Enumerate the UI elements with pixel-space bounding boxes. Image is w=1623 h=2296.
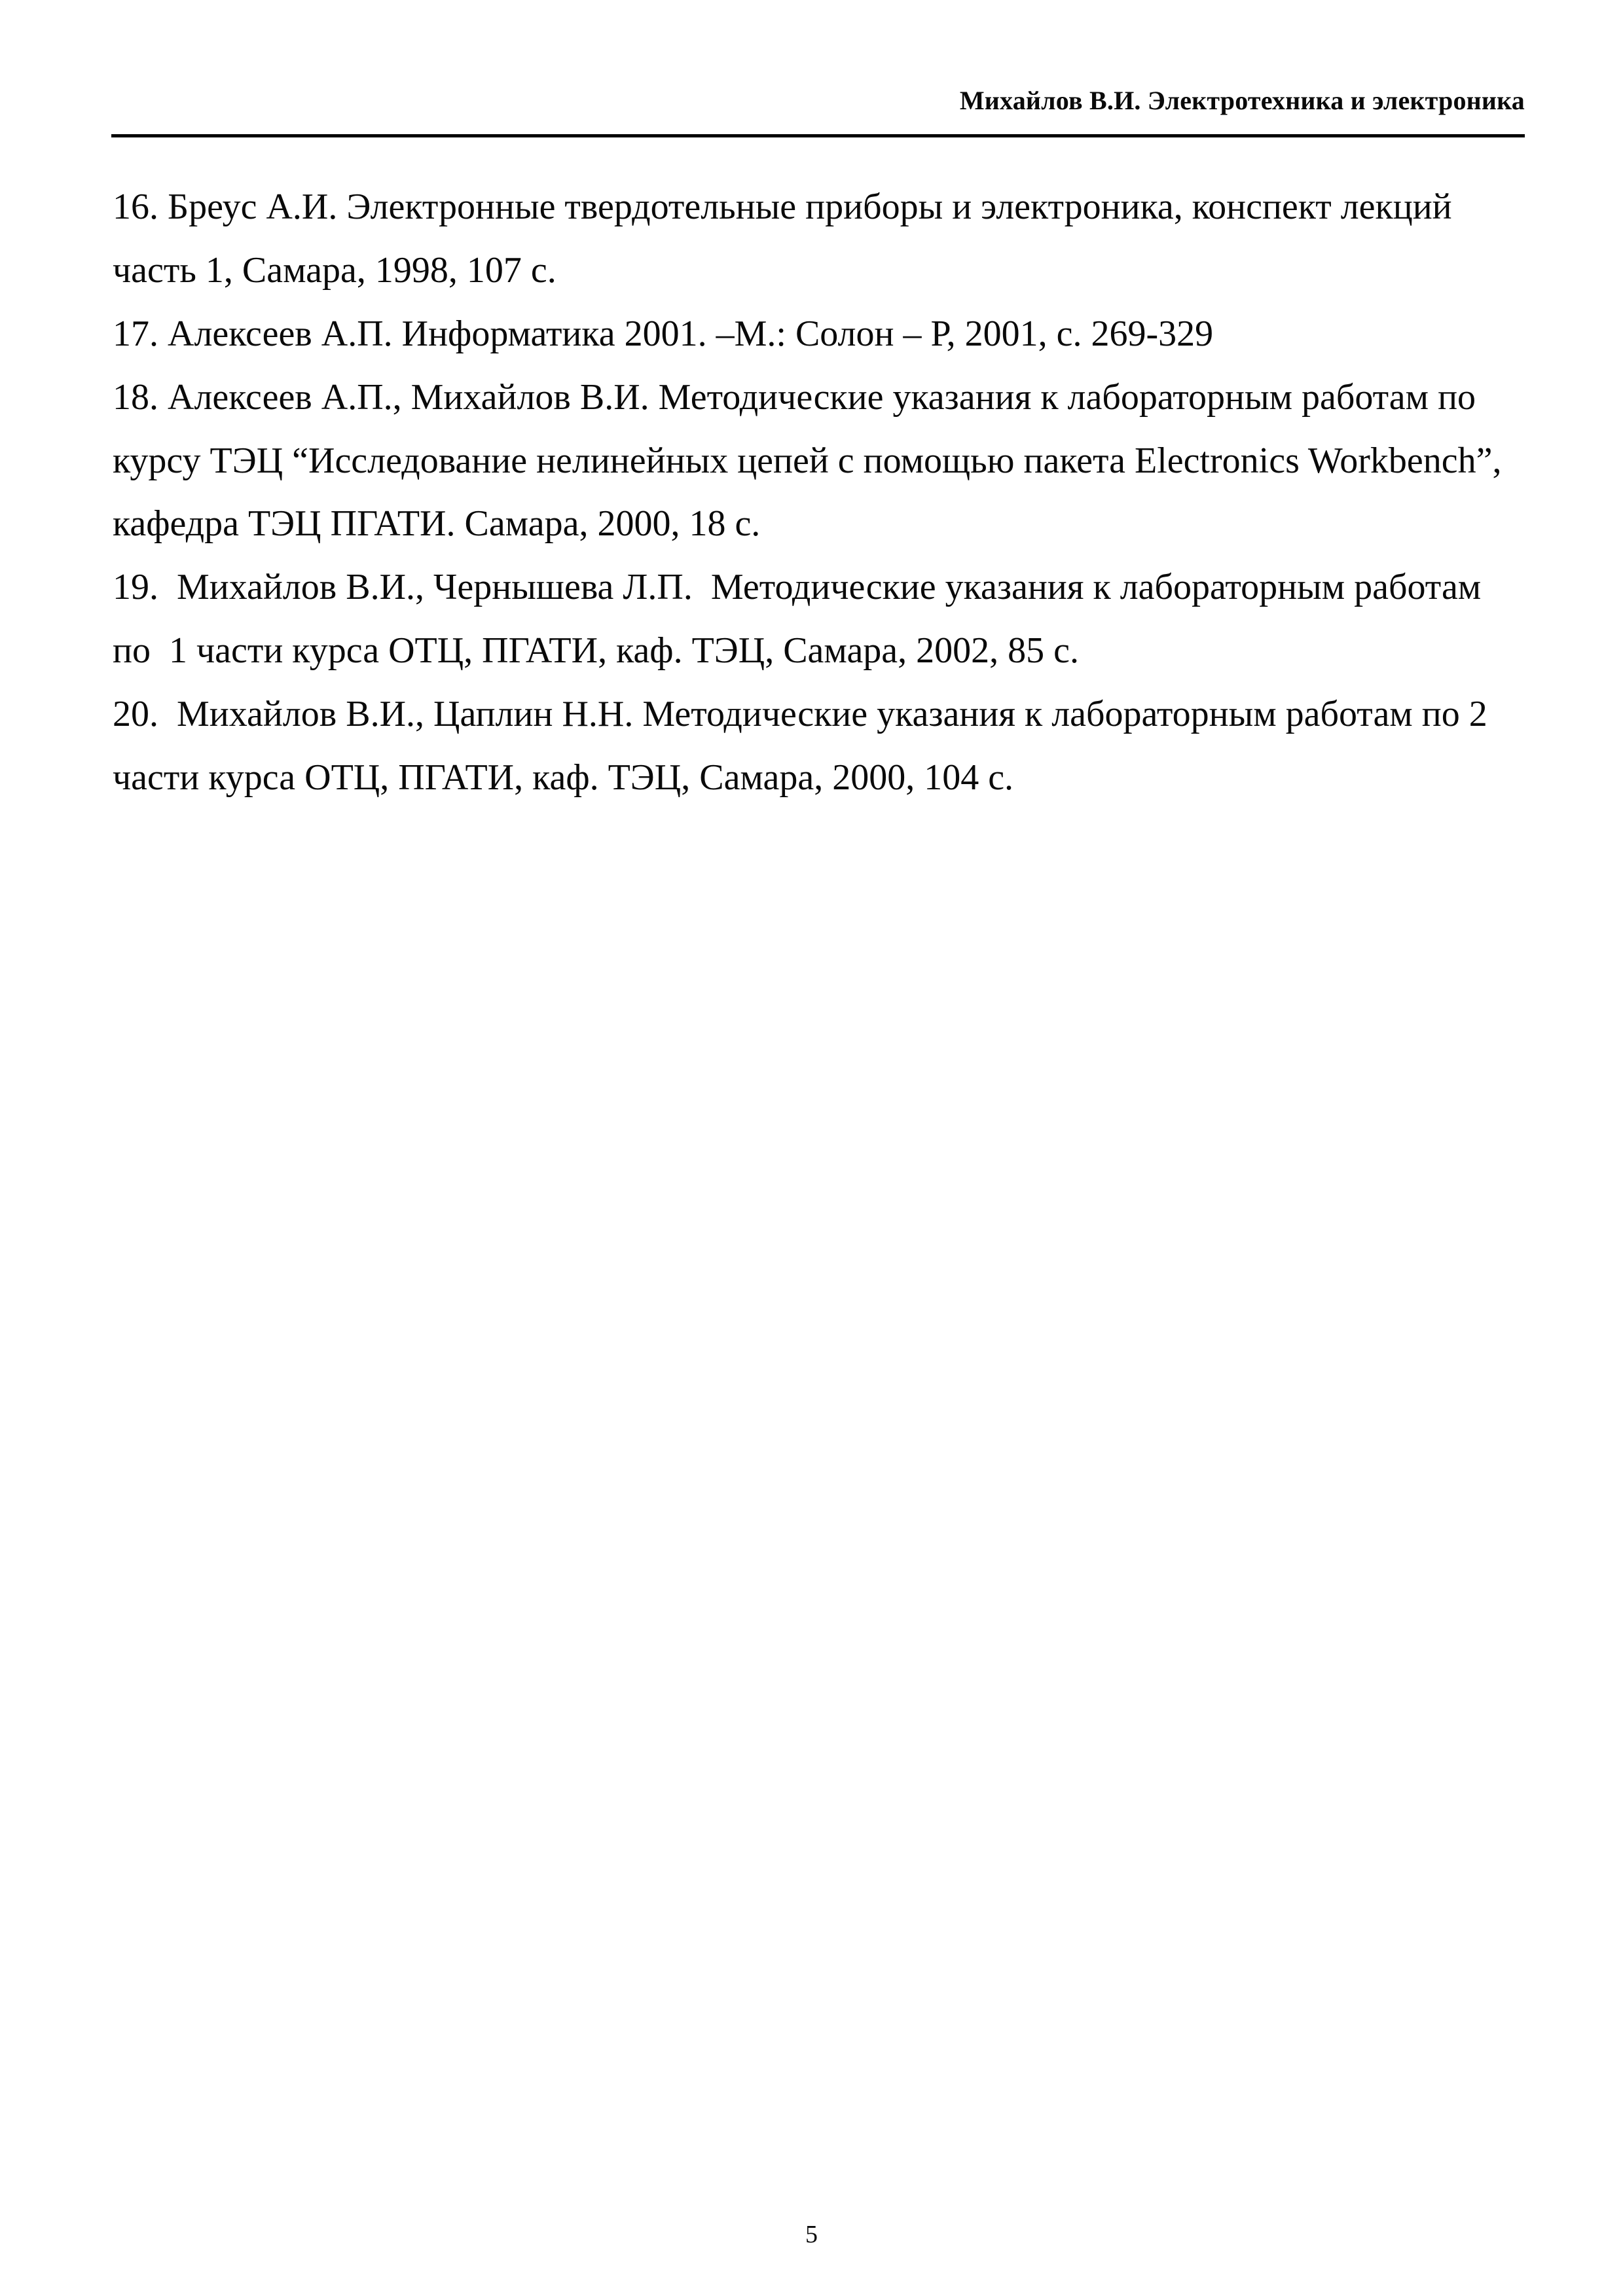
reference-item-20: 20. Михайлов В.И., Цаплин Н.Н. Методические указания к лабораторным работам по 2 части курса ОТЦ, ПГАТИ, каф. ТЭЦ, Самара, 2000, 104 с. (113, 694, 1497, 798)
header-title: Михайлов В.И. Электротехника и электроника (959, 86, 1525, 115)
page-number: 5 (805, 2221, 818, 2248)
reference-item-17: 17. Алексеев А.П. Информатика 2001. –М.: Солон – Р, 2001, с. 269-329 (113, 313, 1214, 354)
reference-item-18: 18. Алексеев А.П., Михайлов В.И. Методические указания к лабораторным работам по курсу ТЭЦ “Исследование нелинейных цепей с помощью пакета Electronics Workbench”, кафедра ТЭЦ ПГАТИ. Самара, 2000, 18 с. (113, 376, 1511, 545)
header-divider (111, 134, 1525, 137)
reference-item-16: 16. Бреус А.И. Электронные твердотельные приборы и электроника, конспект лекций часть 1, Самара, 1998, 107 с. (113, 187, 1461, 291)
running-header (111, 85, 1525, 116)
reference-item-19: 19. Михайлов В.И., Чернышева Л.П. Методические указания к лабораторным работам по 1 части курса ОТЦ, ПГАТИ, каф. ТЭЦ, Самара, 2002, 85 с. (113, 567, 1491, 672)
references-list (113, 175, 1528, 810)
